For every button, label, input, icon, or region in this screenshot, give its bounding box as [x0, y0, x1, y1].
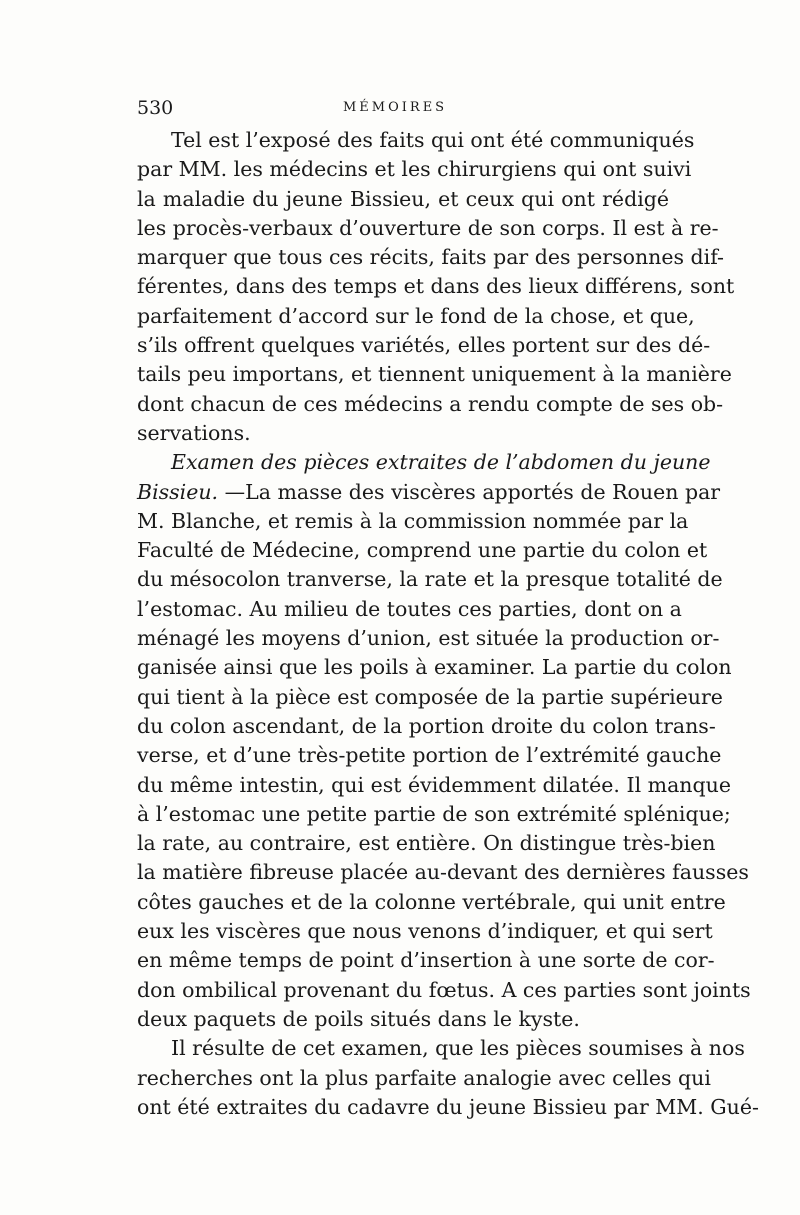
section-heading-italic: Examen des pièces extraites de l’abdomen du jeune [171, 450, 711, 475]
text-line: du mésocolon tranverse, la rate et la presque totalité de [137, 567, 723, 592]
text-run: —La masse des viscères apportés de Rouen par [218, 479, 721, 504]
text-line: la rate, au contraire, est entière. On distingue très-bien [137, 831, 716, 856]
text-line: M. Blanche, et remis à la commission nommée par la [137, 508, 689, 533]
text-line: la matière fibreuse placée au-devant des dernières fausses [137, 860, 749, 885]
text-line: eux les viscères que nous venons d’indiquer, et qui sert [137, 919, 713, 944]
text-line: tails peu importans, et tiennent uniquement à la manière [137, 362, 732, 387]
text-line: marquer que tous ces récits, faits par des personnes dif- [137, 245, 724, 270]
text-line: ganisée ainsi que les poils à examiner. La partie du colon [137, 655, 732, 680]
text-line: qui tient à la pièce est composée de la partie supérieure [137, 684, 723, 709]
text-line: dont chacun de ces médecins a rendu compte de ses ob- [137, 391, 724, 416]
text-line: la maladie du jeune Bissieu, et ceux qui ont rédigé [137, 186, 669, 211]
text-line: Tel est l’exposé des faits qui ont été communiqués [171, 128, 695, 152]
text-line: l’estomac. Au milieu de toutes ces parties, dont on a [137, 596, 682, 621]
running-head: MÉMOIRES [343, 100, 448, 115]
page-header [137, 96, 667, 120]
text-line: Faculté de Médecine, comprend une partie du colon et [137, 538, 708, 563]
text-line: servations. [137, 420, 251, 445]
text-line: s’ils offrent quelques variétés, elles portent sur des dé- [137, 333, 711, 358]
section-heading-italic-end: Bissieu. [137, 479, 219, 504]
text-line: du colon ascendant, de la portion droite du colon trans- [137, 713, 716, 738]
paragraph-2 [137, 448, 751, 1034]
text-line: don ombilical provenant du fœtus. A ces parties sont joints [137, 977, 751, 1002]
paragraph-3 [137, 1034, 759, 1122]
page-number: 530 [137, 97, 174, 119]
text-line: Il résulte de cet examen, que les pièces soumises à nos [171, 1036, 745, 1061]
text-line: ont été extraites du cadavre du jeune Bissieu par MM. Gué- [137, 1094, 759, 1119]
paragraph-1 [137, 126, 735, 448]
text-line: parfaitement d’accord sur le fond de la chose, et que, [137, 303, 695, 328]
section-heading-line [137, 478, 721, 507]
text-line: férentes, dans des temps et dans des lieux différens, sont [137, 274, 735, 299]
text-line: les procès-verbaux d’ouverture de son corps. Il est à re- [137, 215, 719, 240]
text-line: du même intestin, qui est évidemment dilatée. Il manque [137, 772, 731, 797]
text-line: par MM. les médecins et les chirurgiens qui ont suivi [137, 157, 692, 182]
body-text [137, 126, 759, 1122]
text-line: deux paquets de poils situés dans le kyste. [137, 1006, 580, 1031]
text-line: recherches ont la plus parfaite analogie avec celles qui [137, 1065, 711, 1090]
text-line: verse, et d’une très-petite portion de l’extrémité gauche [137, 743, 722, 768]
text-line: ménagé les moyens d’union, est située la production or- [137, 626, 720, 651]
section-heading-line [137, 448, 711, 477]
text-line: en même temps de point d’insertion à une sorte de cor- [137, 948, 715, 973]
text-line: à l’estomac une petite partie de son extrémité splénique; [137, 801, 731, 826]
text-line: côtes gauches et de la colonne vertébrale, qui unit entre [137, 889, 726, 914]
